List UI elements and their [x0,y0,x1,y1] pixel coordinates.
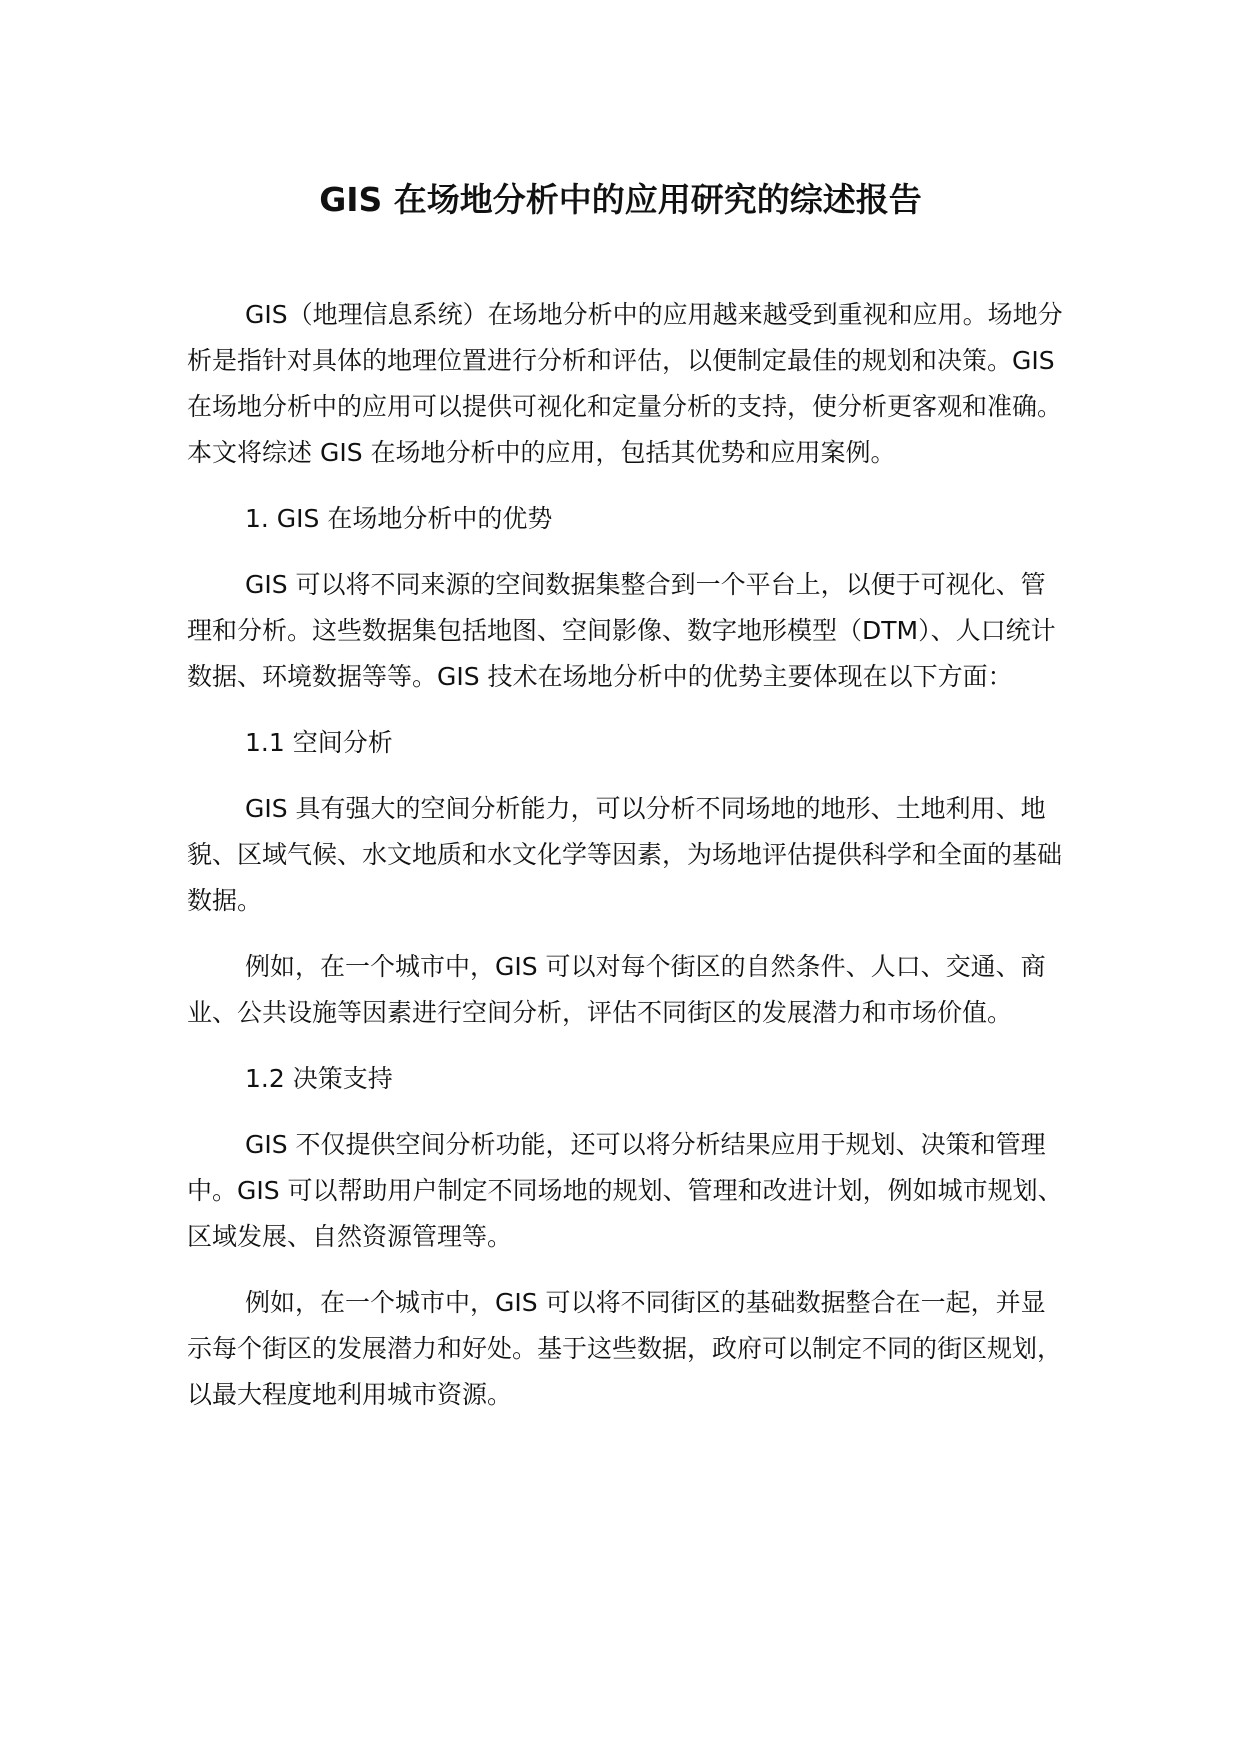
subsection-1-1-example: 例如，在一个城市中，GIS 可以对每个街区的自然条件、人口、交通、商业、公共设施等因素进行空间分析，评估不同街区的发展潜力和市场价值。 [187,952,1046,1027]
subsection-heading-1-1: 1.1 空间分析 [245,728,393,757]
section-1-paragraph: GIS 可以将不同来源的空间数据集整合到一个平台上，以便于可视化、管理和分析。这些数据集包括地图、空间影像、数字地形模型（DTM）、人口统计数据、环境数据等等。GIS 技术在场地分析中的优势主要体现在以下方面： [187,570,1056,691]
subsection-heading-1-2: 1.2 决策支持 [245,1064,393,1093]
subsection-1-1-paragraph: GIS 具有强大的空间分析能力，可以分析不同场地的地形、土地利用、地貌、区域气候、水文地质和水文化学等因素，为场地评估提供科学和全面的基础数据。 [187,794,1063,915]
subsection-1-2-example: 例如，在一个城市中，GIS 可以将不同街区的基础数据整合在一起，并显示每个街区的发展潜力和好处。基于这些数据，政府可以制定不同的街区规划，以最大程度地利用城市资源。 [187,1288,1063,1409]
intro-paragraph: GIS（地理信息系统）在场地分析中的应用越来越受到重视和应用。场地分析是指针对具体的地理位置进行分析和评估，以便制定最佳的规划和决策。GIS 在场地分析中的应用可以提供可视化和定量分析的支持，使分析更客观和准确。本文将综述 GIS 在场地分析中的应用，包括其优势和应用案例。 [187,300,1063,467]
document-body [187,292,1067,1438]
subsection-1-2-paragraph: GIS 不仅提供空间分析功能，还可以将分析结果应用于规划、决策和管理中。GIS 可以帮助用户制定不同场地的规划、管理和改进计划，例如城市规划、区域发展、自然资源管理等。 [187,1130,1063,1251]
section-heading-1: 1. GIS 在场地分析中的优势 [245,504,553,533]
document-title: GIS 在场地分析中的应用研究的综述报告 [319,180,922,219]
